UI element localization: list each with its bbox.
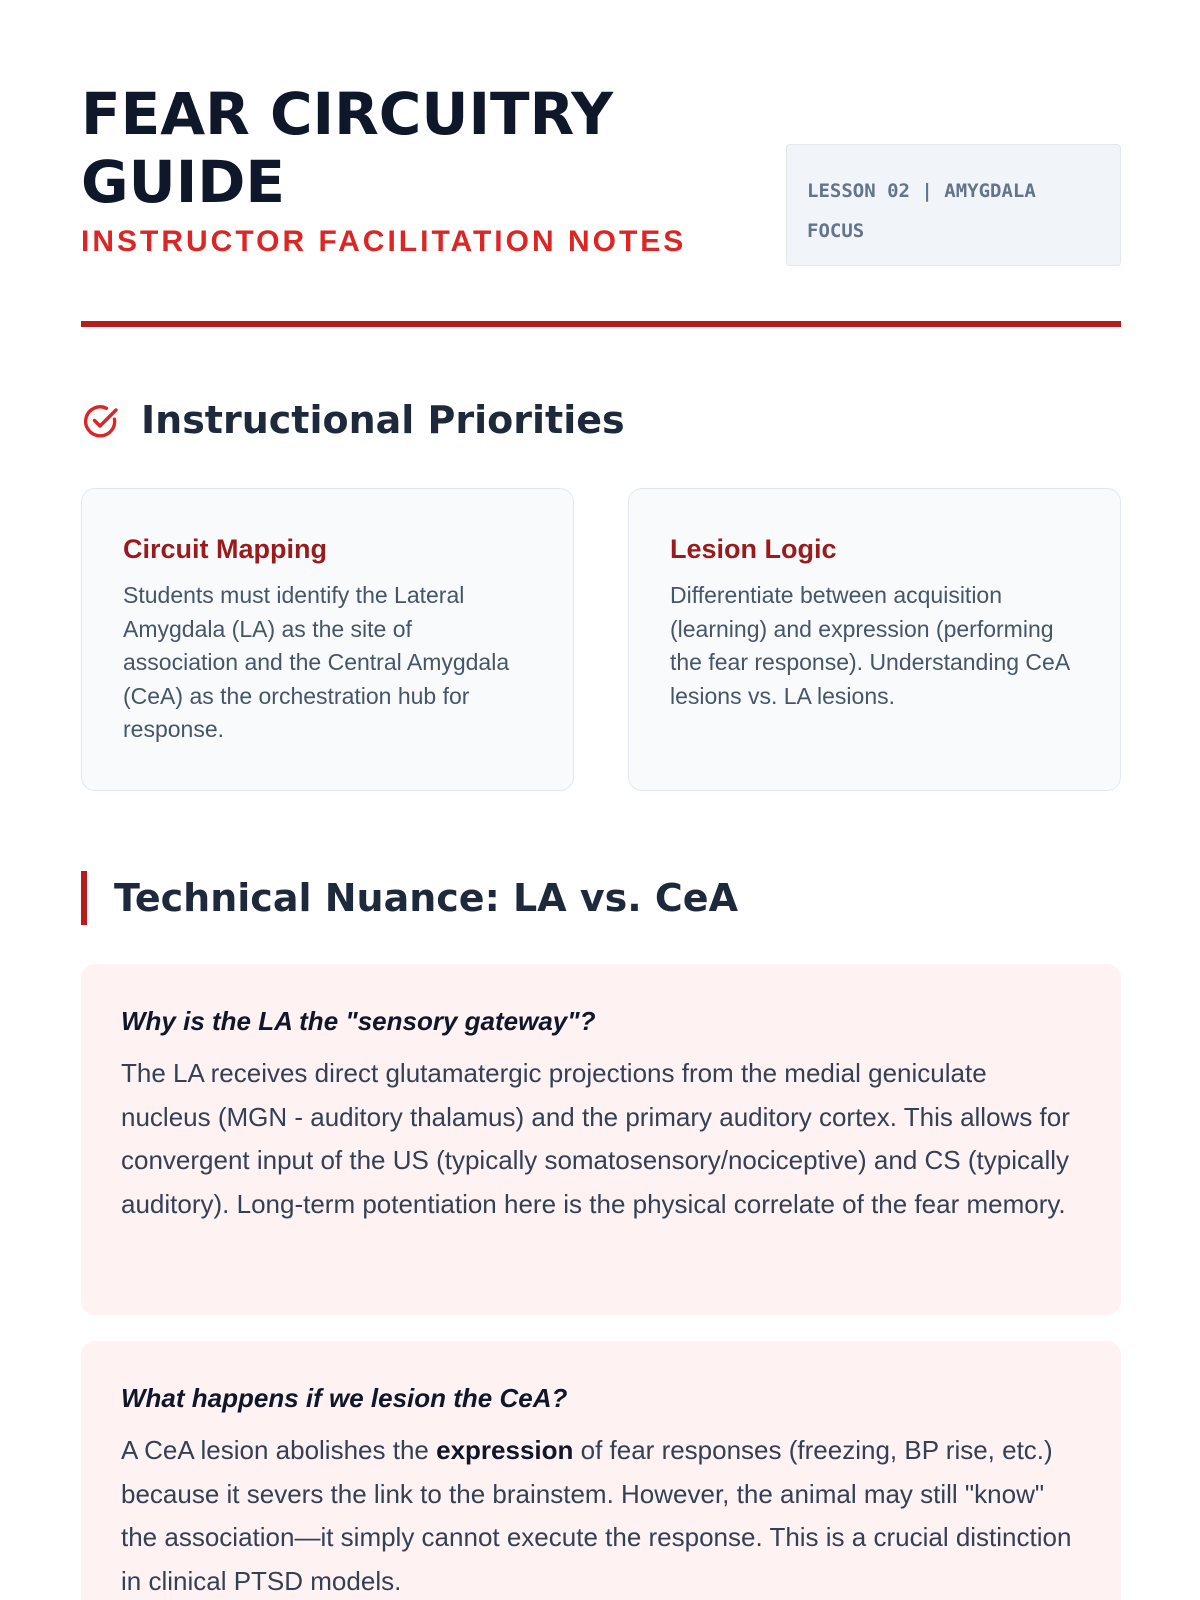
section-accent-bar	[81, 871, 87, 925]
header-divider	[81, 321, 1121, 327]
card-text: Students must identify the Lateral Amygdala (LA) as the site of association and the Central Amygdala (CeA) as the orchestration hub for response.	[123, 582, 510, 742]
priority-card-lesion-logic	[628, 488, 1121, 791]
card-text: Differentiate between acquisition (learning) and expression (performing the fear response). Understanding CeA lesions vs. LA lesions.	[670, 582, 1069, 709]
header	[81, 80, 1121, 270]
qa-answer: The LA receives direct glutamatergic projections from the medial geniculate nucleus (MGN - auditory thalamus) and the primary auditory cortex. This allows for convergent input of the US (typically somatosensory/nociceptive) and CS (typically auditory). Long-term potentiation here is the physical correlate of the fear memory.	[121, 1058, 1070, 1219]
priority-card-circuit-mapping	[81, 488, 574, 791]
qa-block-cea-lesion	[81, 1341, 1121, 1600]
page-subtitle: INSTRUCTOR FACILITATION NOTES	[81, 225, 687, 258]
card-title: Circuit Mapping	[123, 534, 327, 564]
card-title: Lesion Logic	[670, 534, 837, 564]
lesson-badge-line1: LESSON 02 | AMYGDALA	[807, 180, 1036, 202]
qa-answer-part1: A CeA lesion abolishes the	[121, 1435, 437, 1465]
page-title-line1: FEAR CIRCUITRY	[81, 80, 614, 148]
qa-question: Why is the LA the "sensory gateway"?	[121, 1006, 596, 1036]
lesson-badge-line2: FOCUS	[807, 220, 865, 242]
qa-answer	[121, 1429, 1081, 1600]
priorities-title: Instructional Priorities	[141, 398, 625, 442]
page-title-line2: GUIDE	[81, 148, 286, 216]
lesson-badge	[786, 144, 1121, 266]
qa-question: What happens if we lesion the CeA?	[121, 1383, 568, 1413]
check-circle-icon	[81, 401, 121, 441]
priorities-heading	[81, 396, 1121, 446]
nuance-title: Technical Nuance: LA vs. CeA	[114, 876, 738, 920]
qa-answer-emphasis: expression	[436, 1435, 574, 1465]
nuance-heading	[81, 871, 1121, 925]
qa-block-sensory-gateway	[81, 964, 1121, 1315]
qa-answer-part2: of fear responses (freezing, BP rise, etc.) because it severs the link to the brainstem. However, the animal may still "know" the association—it simply cannot execute the response. This is a crucial distinction in clinical PTSD models.	[121, 1435, 1072, 1596]
page-title	[81, 80, 721, 216]
